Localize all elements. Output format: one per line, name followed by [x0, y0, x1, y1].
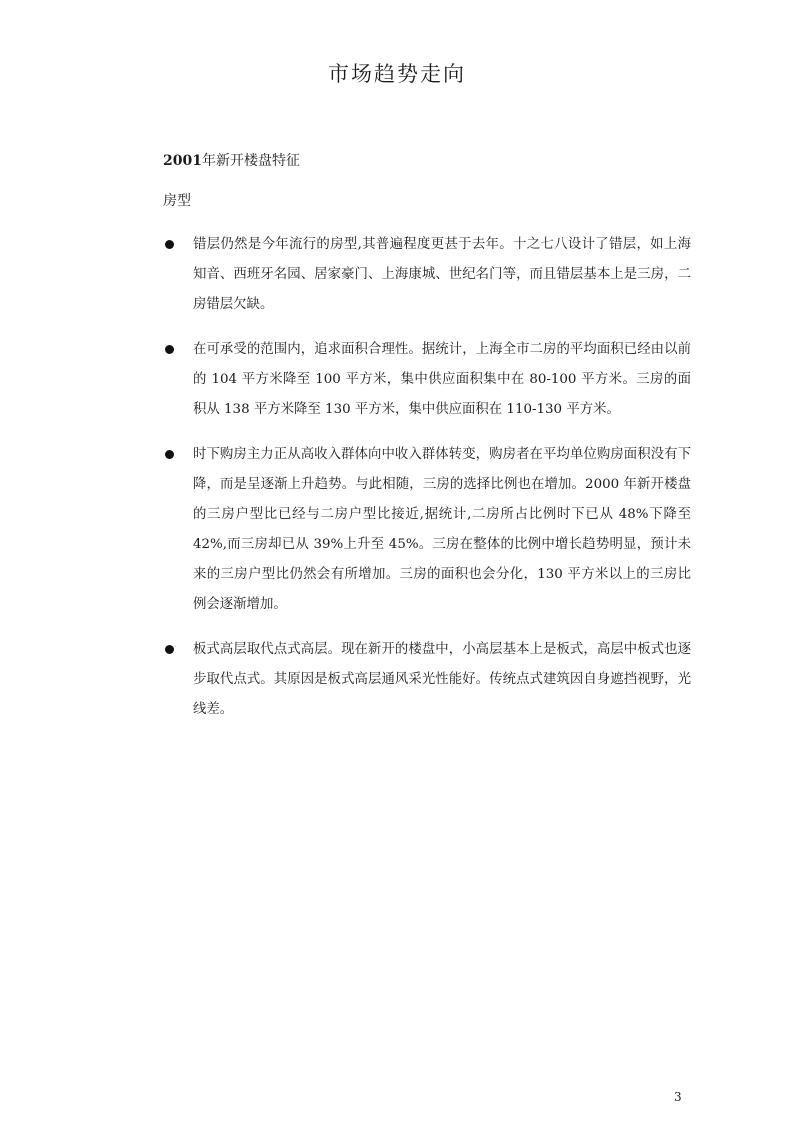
bullet-text: 在可承受的范围内，追求面积合理性。据统计，上海全市二房的平均面积已经由以前的 104 平方米降至 100 平方米，集中供应面积集中在 80-100 平方米。三房的面积从 138 平方米降至 130 平方米，集中供应面积在 110-130 平方米。: [193, 342, 691, 417]
page-title: 市场趋势走向: [328, 62, 466, 86]
bullet-icon: [165, 240, 174, 249]
section-year: 2001: [163, 153, 202, 169]
section-heading-text: 年新开楼盘特征: [201, 153, 300, 169]
page-number: 3: [674, 1090, 682, 1104]
list-item: [163, 440, 691, 620]
list-item: [163, 230, 691, 320]
section-heading: [163, 150, 300, 170]
bullet-icon: [165, 345, 174, 354]
bullet-icon: [165, 645, 174, 654]
subheading: 房型: [163, 193, 191, 209]
bullet-text: 时下购房主力正从高收入群体向中收入群体转变，购房者在平均单位购房面积没有下降，而是呈逐渐上升趋势。与此相随，三房的选择比例也在增加。2000 年新开楼盘的三房户型比已经与二房户型比接近,据统计,二房所占比例时下已从 48%下降至 42%,而三房却已从 39%上升至 45%。三房在整体的比例中增长趋势明显，预计未来的三房户型比仍然会有所增加。三房的面积也会分化，130 平方米以上的三房比例会逐渐增加。: [193, 447, 691, 612]
list-item: [163, 335, 691, 425]
list-item: [163, 635, 691, 725]
bullet-icon: [165, 450, 174, 459]
bullet-list: [163, 230, 691, 740]
bullet-text: 板式高层取代点式高层。现在新开的楼盘中，小高层基本上是板式，高层中板式也逐步取代点式。其原因是板式高层通风采光性能好。传统点式建筑因自身遮挡视野，光线差。: [193, 642, 691, 717]
bullet-text: 错层仍然是今年流行的房型,其普遍程度更甚于去年。十之七八设计了错层，如上海知音、西班牙名园、居家豪门、上海康城、世纪名门等，而且错层基本上是三房，二房错层欠缺。: [193, 237, 691, 312]
